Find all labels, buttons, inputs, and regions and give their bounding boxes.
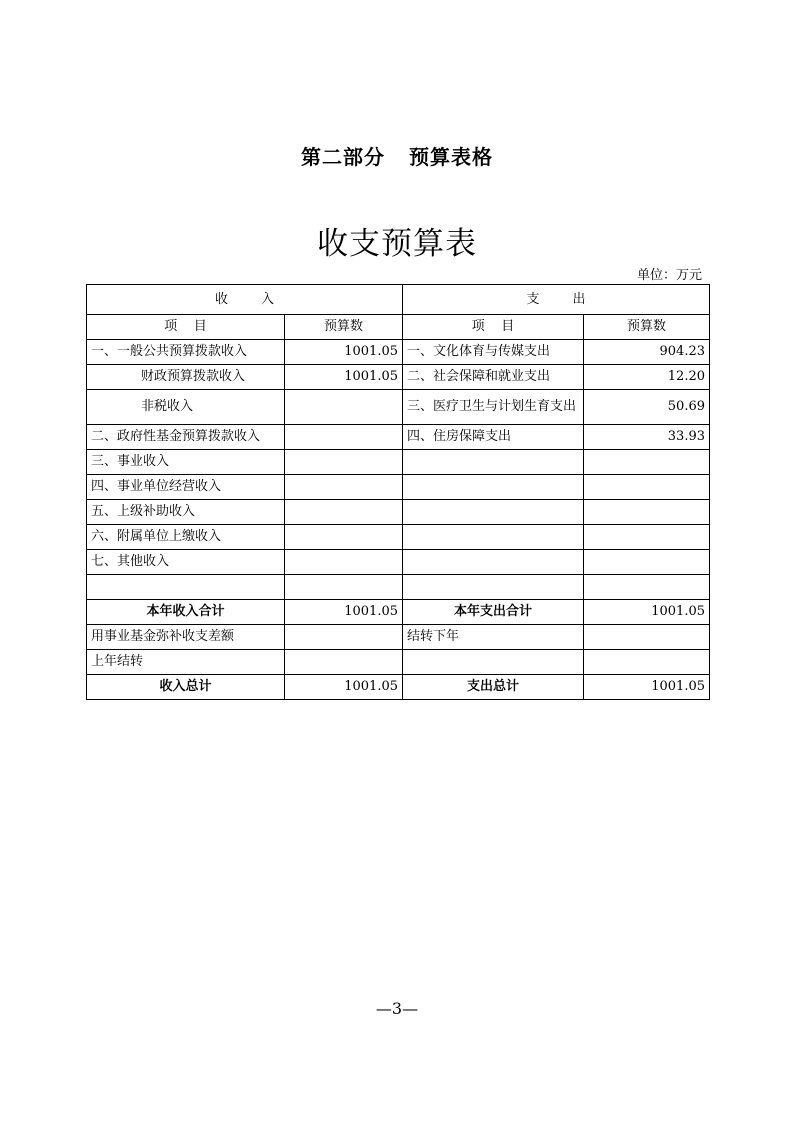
expense-amount-cell: 904.23 [584,340,710,365]
income-amount-cell [285,390,403,425]
table-row [87,650,710,675]
expense-header: 支 出 [403,285,710,315]
expense-item-cell: 二、社会保障和就业支出 [403,365,584,390]
table-subheader-row [87,315,710,340]
income-item-cell [87,575,285,600]
income-item-cell: 一、一般公共预算拨款收入 [87,340,285,365]
table-row [87,525,710,550]
expense-amount-cell [584,525,710,550]
expense-year-total-label: 本年支出合计 [403,600,584,625]
income-item-cell: 四、事业单位经营收入 [87,475,285,500]
income-grand-total-amount: 1001.05 [285,675,403,700]
unit-label: 单位：万元 [636,268,702,283]
expense-amount-cell [584,550,710,575]
table-row [87,550,710,575]
expense-item-cell [403,525,584,550]
grand-total-row [87,675,710,700]
income-year-total-amount: 1001.05 [285,600,403,625]
table-row [87,475,710,500]
expense-item-cell: 一、文化体育与传媒支出 [403,340,584,365]
income-amount-cell [285,500,403,525]
table-row [87,500,710,525]
table-row [87,625,710,650]
income-amount-cell: 1001.05 [285,365,403,390]
income-amount-header: 预算数 [285,315,403,340]
expense-item-cell [403,550,584,575]
expense-item-cell [403,475,584,500]
expense-amount-cell: 33.93 [584,425,710,450]
expense-item-cell [403,450,584,475]
income-header: 收 入 [87,285,403,315]
expense-amount-cell [584,625,710,650]
income-item-header: 项 目 [87,315,285,340]
table-row [87,425,710,450]
expense-item-header: 项 目 [403,315,584,340]
income-year-total-label: 本年收入合计 [87,600,285,625]
expense-amount-cell [584,650,710,675]
page-number: —3— [375,999,419,1018]
expense-amount-cell: 12.20 [584,365,710,390]
income-amount-cell [285,625,403,650]
income-amount-cell [285,450,403,475]
income-item-cell: 用事业基金弥补收支差额 [87,625,285,650]
expense-item-cell: 三、医疗卫生与计划生育支出 [403,390,584,425]
income-item-cell: 上年结转 [87,650,285,675]
expense-amount-cell [584,450,710,475]
expense-grand-total-amount: 1001.05 [584,675,710,700]
expense-year-total-amount: 1001.05 [584,600,710,625]
income-amount-cell [285,575,403,600]
expense-amount-header: 预算数 [584,315,710,340]
expense-item-cell [403,500,584,525]
income-amount-cell [285,475,403,500]
expense-amount-cell [584,575,710,600]
expense-amount-cell: 50.69 [584,390,710,425]
year-total-row [87,600,710,625]
expense-item-cell [403,650,584,675]
income-amount-cell: 1001.05 [285,340,403,365]
income-amount-cell [285,525,403,550]
budget-table [86,284,710,700]
table-row [87,340,710,365]
expense-item-cell [403,575,584,600]
table-header-row [87,285,710,315]
income-item-cell: 三、事业收入 [87,450,285,475]
table-row [87,365,710,390]
income-item-cell: 七、其他收入 [87,550,285,575]
income-grand-total-label: 收入总计 [87,675,285,700]
expense-item-cell: 结转下年 [403,625,584,650]
section-title: 第二部分 预算表格 [301,145,493,169]
expense-amount-cell [584,475,710,500]
table-row [87,390,710,425]
table-row [87,575,710,600]
income-amount-cell [285,650,403,675]
income-item-cell: 非税收入 [87,390,285,425]
income-item-cell: 财政预算拨款收入 [87,365,285,390]
expense-item-cell: 四、住房保障支出 [403,425,584,450]
income-amount-cell [285,550,403,575]
expense-amount-cell [584,500,710,525]
income-item-cell: 二、政府性基金预算拨款收入 [87,425,285,450]
document-title: 收支预算表 [317,226,477,262]
table-row [87,450,710,475]
income-item-cell: 六、附属单位上缴收入 [87,525,285,550]
income-item-cell: 五、上级补助收入 [87,500,285,525]
expense-grand-total-label: 支出总计 [403,675,584,700]
income-amount-cell [285,425,403,450]
